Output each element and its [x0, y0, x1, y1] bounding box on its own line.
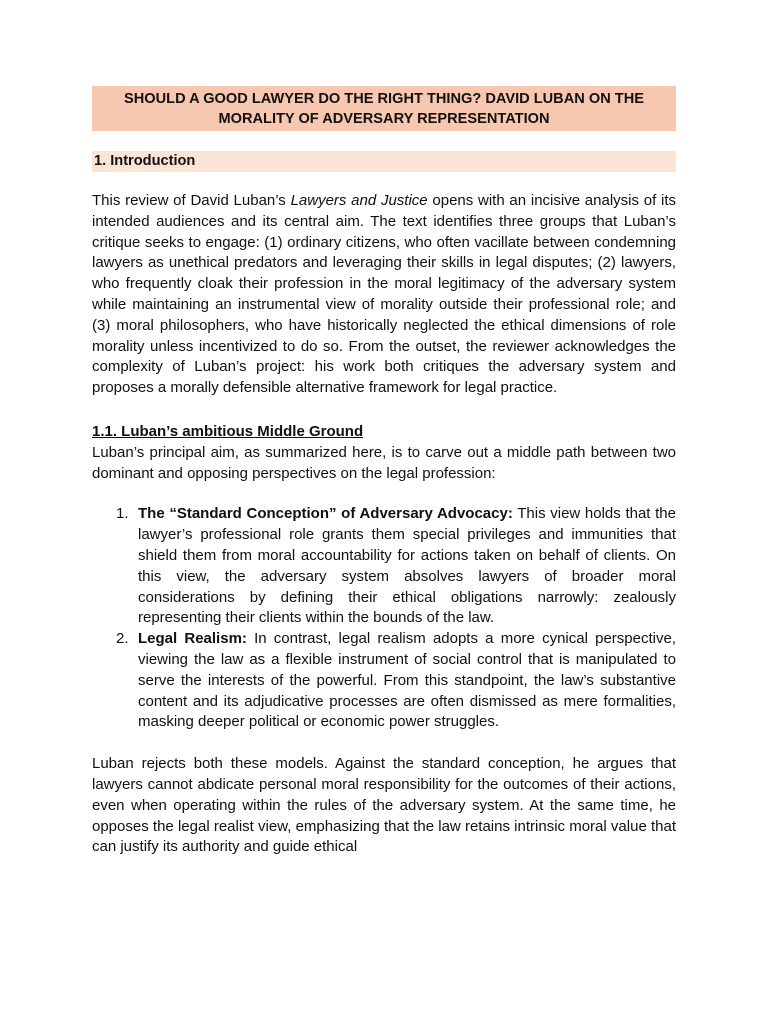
- document-title: SHOULD A GOOD LAWYER DO THE RIGHT THING? DAVID LUBAN ON THE MORALITY OF ADVERSARY REPRESENTATION: [92, 86, 676, 131]
- section-heading-introduction: 1. Introduction: [92, 151, 676, 172]
- intro-text-after: opens with an incisive analysis of its intended audiences and its central aim. The text identifies three groups that Luban’s critique seeks to engage: (1) ordinary citizens, who often vacillate between condemning lawyers as unethical predators and leveraging their skills in legal disputes; (2) lawyers, who frequently cloak their profession in the moral legitimacy of the adversary system while maintaining an instrumental view of morality outside their professional role; and (3) moral philosophers, who have historically neglected the ethical dimensions of role morality unless incentivized to do so. From the outset, the reviewer acknowledges the complexity of Luban’s project: his work both critiques the adversary system and proposes a morally defensible alternative framework for legal practice.: [92, 192, 676, 397]
- list-item-body: [138, 629, 676, 733]
- list-item-number: 2.: [116, 630, 129, 648]
- list-item-text: This view holds that the lawyer’s professional role grants them special privileges and immunities that shield them from moral accountability for actions taken on behalf of clients. On this view, the adversary system absolves lawyers of broader moral considerations by defining their ethical obligations narrowly: zealously representing their clients within the bounds of the law.: [138, 505, 676, 627]
- list-item-text: In contrast, legal realism adopts a more cynical perspective, viewing the law as a flexible instrument of social control that is manipulated to serve the interests of the powerful. From this standpoint, the law’s substantive content and its adjudicative processes are often dismissed as mere formalities, masking deeper political or economic power struggles.: [138, 630, 676, 731]
- list-item-term: Legal Realism:: [138, 630, 247, 648]
- list-item: [92, 504, 676, 629]
- list-item-number: 1.: [116, 505, 129, 523]
- subheading-middle-ground: 1.1. Luban’s ambitious Middle Ground: [92, 422, 364, 440]
- list-item: [92, 629, 676, 733]
- numbered-list: [92, 504, 676, 733]
- book-title: Lawyers and Justice: [290, 192, 428, 209]
- intro-paragraph: [92, 191, 676, 399]
- intro-text-before: This review of David Luban’s: [92, 192, 291, 209]
- list-item-body: [138, 504, 676, 629]
- subsection-paragraph: Luban’s principal aim, as summarized here, is to carve out a middle path between two dominant and opposing perspectives on the legal profession:: [92, 443, 676, 482]
- closing-paragraph: Luban rejects both these models. Against the standard conception, he argues that lawyers cannot abdicate personal moral responsibility for the outcomes of their actions, even when operating within the rules of the adversary system. At the same time, he opposes the legal realist view, emphasizing that the law retains intrinsic moral value that can justify its authority and guide ethical: [92, 755, 676, 856]
- list-item-term: The “Standard Conception” of Adversary Advocacy:: [138, 505, 513, 523]
